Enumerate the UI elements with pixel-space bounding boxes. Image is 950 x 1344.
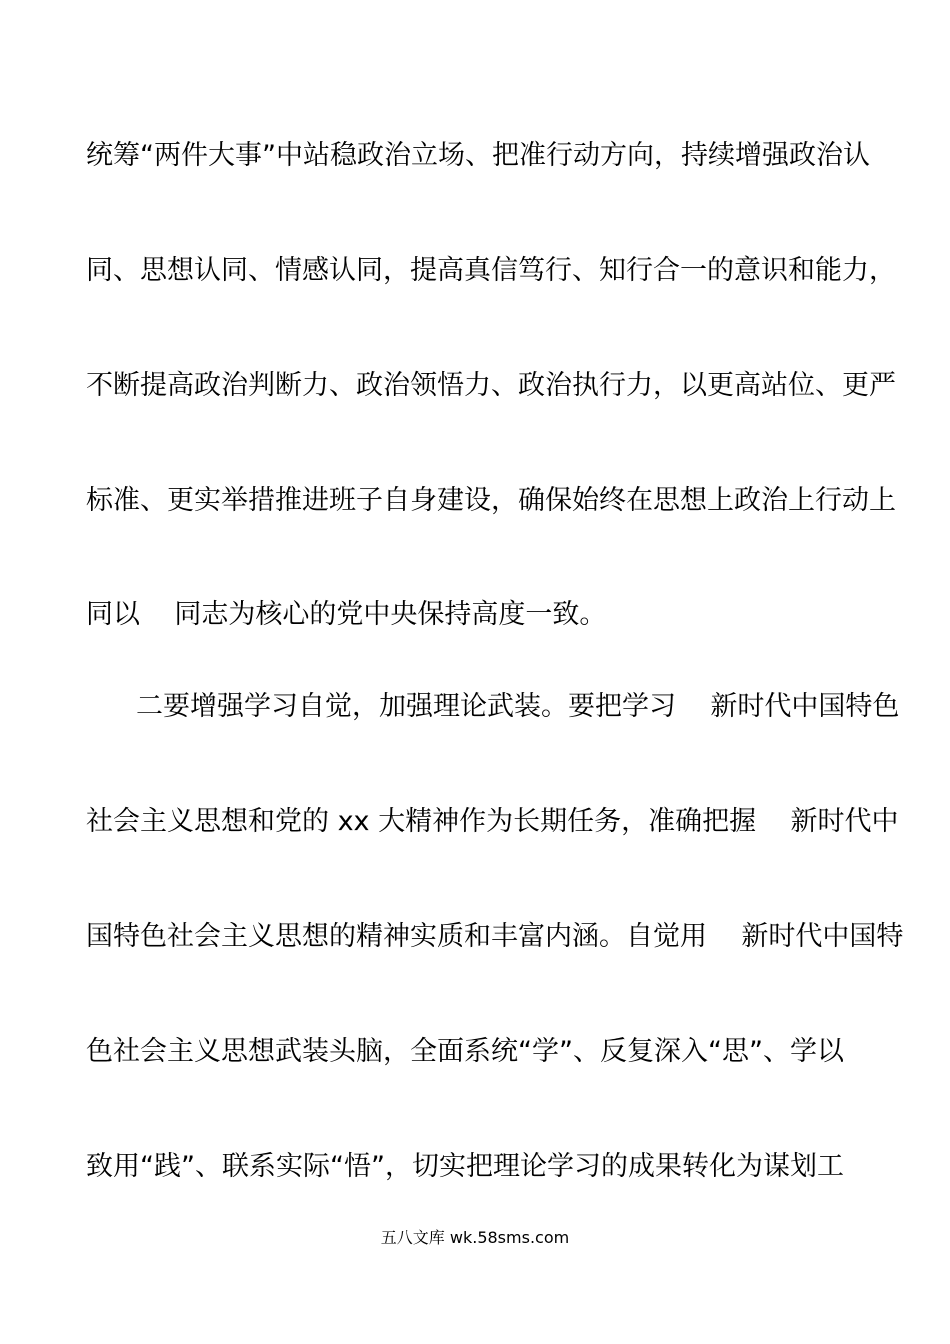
- paragraph-line: 致用“践”、联系实际“悟”，切实把理论学习的成果转化为谋划工: [86, 1151, 844, 1182]
- paragraph-line: 统筹“两件大事”中站稳政治立场、把准行动方向，持续增强政治认: [86, 140, 870, 171]
- paragraph-line: 国特色社会主义思想的精神实质和丰富内涵。自觉用 新时代中国特: [86, 921, 904, 952]
- paragraph-line: 不断提高政治判断力、政治领悟力、政治执行力，以更高站位、更严: [86, 370, 896, 401]
- page-footer-watermark: 五八文库 wk.58sms.com: [380, 1228, 570, 1247]
- paragraph-line: 同、思想认同、情感认同，提高真信笃行、知行合一的意识和能力，: [86, 255, 896, 286]
- paragraph-line: 社会主义思想和党的 xx 大精神作为长期任务，准确把握 新时代中: [86, 806, 899, 837]
- paragraph-line: 色社会主义思想武装头脑，全面系统“学”、反复深入“思”、学以: [86, 1036, 844, 1067]
- paragraph-line: 二要增强学习自觉，加强理论武装。要把学习 新时代中国特色: [136, 691, 900, 722]
- paragraph-line: 同以 同志为核心的党中央保持高度一致。: [86, 599, 607, 630]
- paragraph-line: 标准、更实举措推进班子自身建设，确保始终在思想上政治上行动上: [86, 485, 896, 516]
